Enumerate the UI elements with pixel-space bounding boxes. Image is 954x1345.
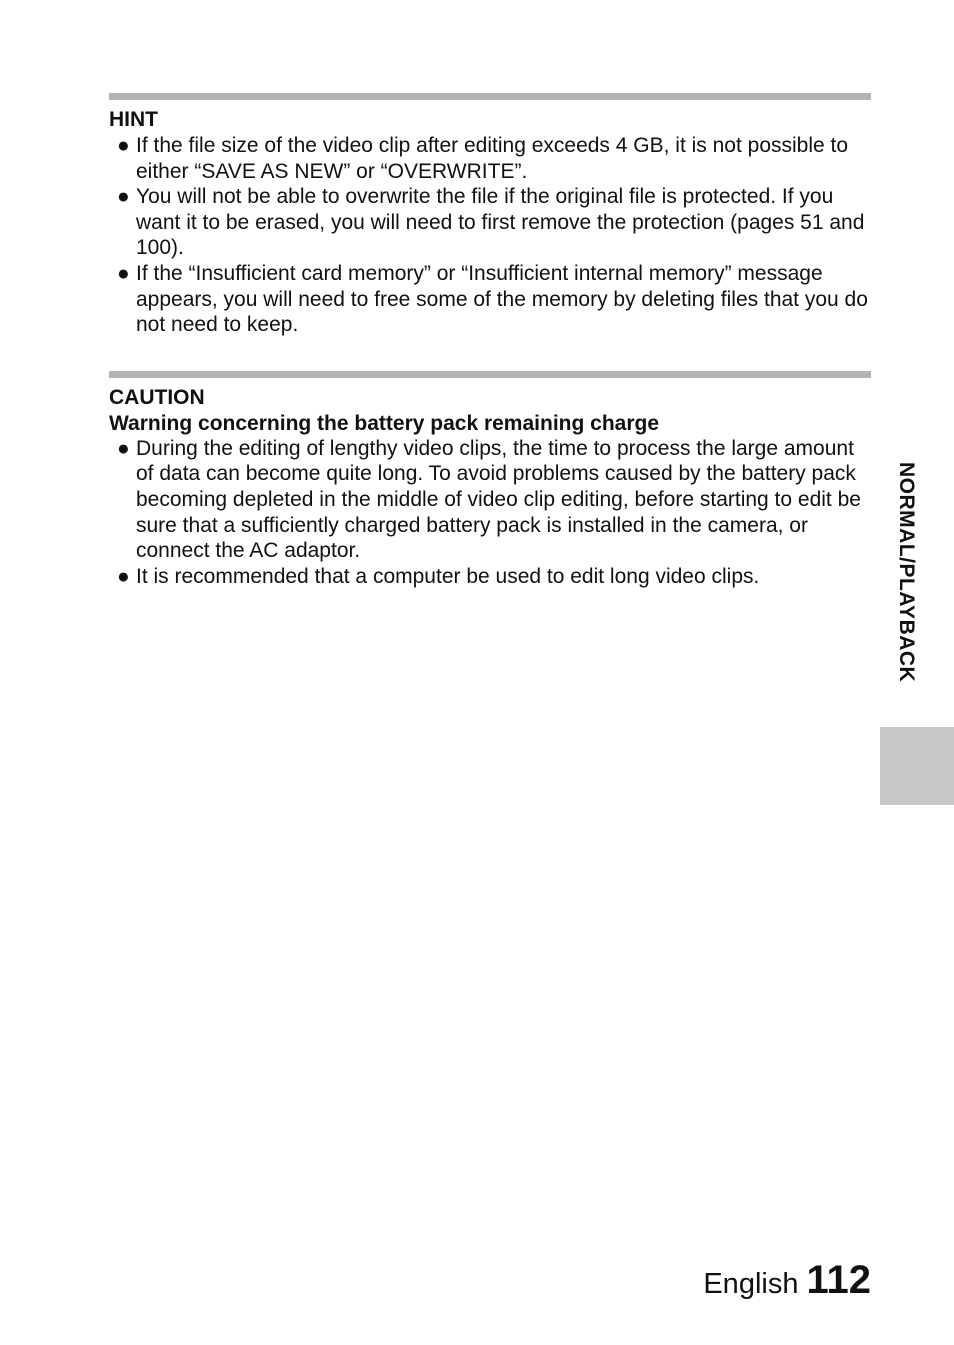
caution-divider bbox=[109, 371, 871, 378]
bullet-icon: ● bbox=[117, 436, 130, 460]
bullet-icon: ● bbox=[117, 185, 130, 209]
hint-item bbox=[109, 133, 871, 184]
hint-item-text: If the file size of the video clip after editing exceeds 4 GB, it is not possible to either “SAVE AS NEW” or “OVERWRITE”. bbox=[136, 134, 849, 183]
caution-list bbox=[109, 436, 871, 590]
bullet-icon: ● bbox=[117, 261, 130, 285]
hint-item bbox=[109, 261, 871, 338]
hint-item-text: You will not be able to overwrite the file if the original file is protected. If you want it to be erased, you will need to first remove the protection (pages 51 and 100). bbox=[136, 185, 865, 260]
caution-item bbox=[109, 564, 871, 590]
caution-item-text: It is recommended that a computer be used to edit long video clips. bbox=[136, 564, 760, 588]
hint-list bbox=[109, 133, 871, 338]
caution-item bbox=[109, 436, 871, 564]
chapter-tab-label: NORMAL/PLAYBACK bbox=[895, 462, 918, 683]
caution-item-text: During the editing of lengthy video clips, the time to process the large amount of data can become quite long. To avoid problems caused by the battery pack becoming depleted in the middle of video clip editing, before starting to edit be sure that a sufficiently charged battery pack is installed in the camera, or connect the AC adaptor. bbox=[136, 436, 861, 563]
caution-title: CAUTION bbox=[109, 385, 205, 409]
page-number: 112 bbox=[806, 1258, 871, 1302]
caution-subtitle: Warning concerning the battery pack remaining charge bbox=[109, 411, 660, 435]
hint-title: HINT bbox=[109, 108, 158, 131]
page-footer bbox=[703, 1258, 871, 1303]
hint-item bbox=[109, 184, 871, 261]
hint-section bbox=[109, 93, 871, 338]
hint-divider bbox=[109, 93, 871, 100]
footer-language: English bbox=[703, 1268, 799, 1300]
bullet-icon: ● bbox=[117, 564, 130, 588]
caution-section bbox=[109, 371, 871, 590]
bullet-icon: ● bbox=[117, 134, 130, 157]
hint-item-text: If the “Insufficient card memory” or “Insufficient internal memory” message appears, you will need to free some of the memory by deleting files that you do not need to keep. bbox=[136, 261, 868, 337]
chapter-tab-marker bbox=[880, 727, 954, 805]
page-content bbox=[109, 93, 871, 589]
